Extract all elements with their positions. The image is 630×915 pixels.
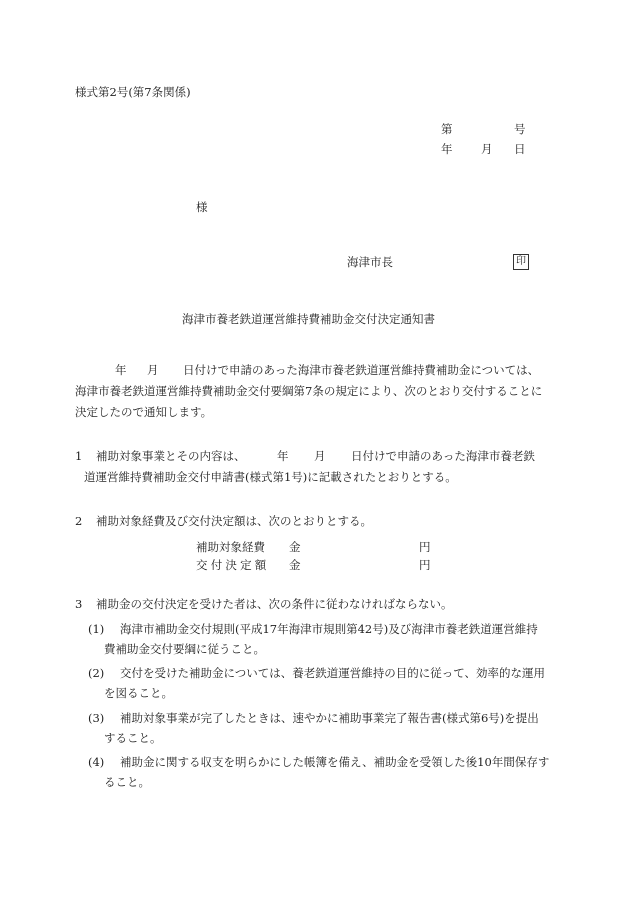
item-1-number: 1 — [75, 449, 83, 463]
amount-label-decision: 交付決定額 — [196, 558, 270, 572]
condition-line2: すること。 — [104, 731, 162, 745]
item-1-text-b: 日付けで申請のあった海津市養老鉄 — [351, 449, 535, 463]
seal-mark — [513, 254, 529, 270]
condition-line2: ること。 — [104, 775, 150, 789]
intro-line3: 決定したので通知します。 — [75, 405, 213, 419]
intro-year: 年 — [115, 363, 127, 377]
condition-line2: 費補助金交付要綱に従うこと。 — [104, 642, 265, 656]
doc-number-label: 第 — [441, 122, 453, 136]
addressee-suffix: 様 — [196, 200, 208, 214]
document-title: 海津市養老鉄道運営維持費補助金交付決定通知書 — [182, 312, 435, 326]
condition-number: (4) — [88, 755, 105, 769]
item-1-text-a: 補助対象事業とその内容は、 — [96, 449, 246, 463]
item-3-number: 3 — [75, 597, 83, 611]
amount-yen: 円 — [419, 540, 431, 554]
item-2-number: 2 — [75, 514, 83, 528]
date-year: 年 — [441, 142, 453, 156]
condition-number: (3) — [88, 711, 105, 725]
condition-line1: 補助金に関する収支を明らかにした帳簿を備え、補助金を受領した後10年間保存す — [120, 755, 550, 769]
doc-number-suffix: 号 — [514, 122, 526, 136]
item-1-month: 月 — [314, 449, 326, 463]
seal-icon: 印 — [513, 254, 529, 270]
condition-number: (1) — [88, 622, 105, 636]
form-number-header: 様式第2号(第7条関係) — [75, 85, 191, 99]
intro-line1: 日付けで申請のあった海津市養老鉄道運営維持費補助金については、 — [183, 363, 540, 377]
intro-month: 月 — [147, 363, 159, 377]
item-1-line2: 道運営維持費補助金交付申請書(様式第1号)に記載されたとおりとする。 — [84, 470, 457, 484]
amount-kin: 金 — [289, 540, 301, 554]
amount-kin: 金 — [289, 558, 301, 572]
condition-number: (2) — [88, 666, 105, 680]
item-3-text: 補助金の交付決定を受けた者は、次の条件に従わなければならない。 — [96, 597, 453, 611]
condition-line1: 交付を受けた補助金については、養老鉄道運営維持の目的に従って、効率的な運用 — [120, 666, 546, 680]
condition-line1: 補助対象事業が完了したときは、速やかに補助事業完了報告書(様式第6号)を提出 — [120, 711, 539, 725]
date-month: 月 — [481, 142, 493, 156]
date-day: 日 — [514, 142, 526, 156]
amount-yen: 円 — [419, 558, 431, 572]
item-1-year: 年 — [277, 449, 289, 463]
condition-line1: 海津市補助金交付規則(平成17年海津市規則第42号)及び海津市養老鉄道運営維持 — [120, 622, 538, 636]
amount-label-target-cost: 補助対象経費 — [196, 540, 265, 554]
issuer-name: 海津市長 — [347, 255, 393, 269]
item-2-text: 補助対象経費及び交付決定額は、次のとおりとする。 — [96, 514, 372, 528]
intro-line2: 海津市養老鉄道運営維持費補助金交付要綱第7条の規定により、次のとおり交付することに — [75, 384, 543, 398]
condition-line2: を図ること。 — [104, 686, 173, 700]
